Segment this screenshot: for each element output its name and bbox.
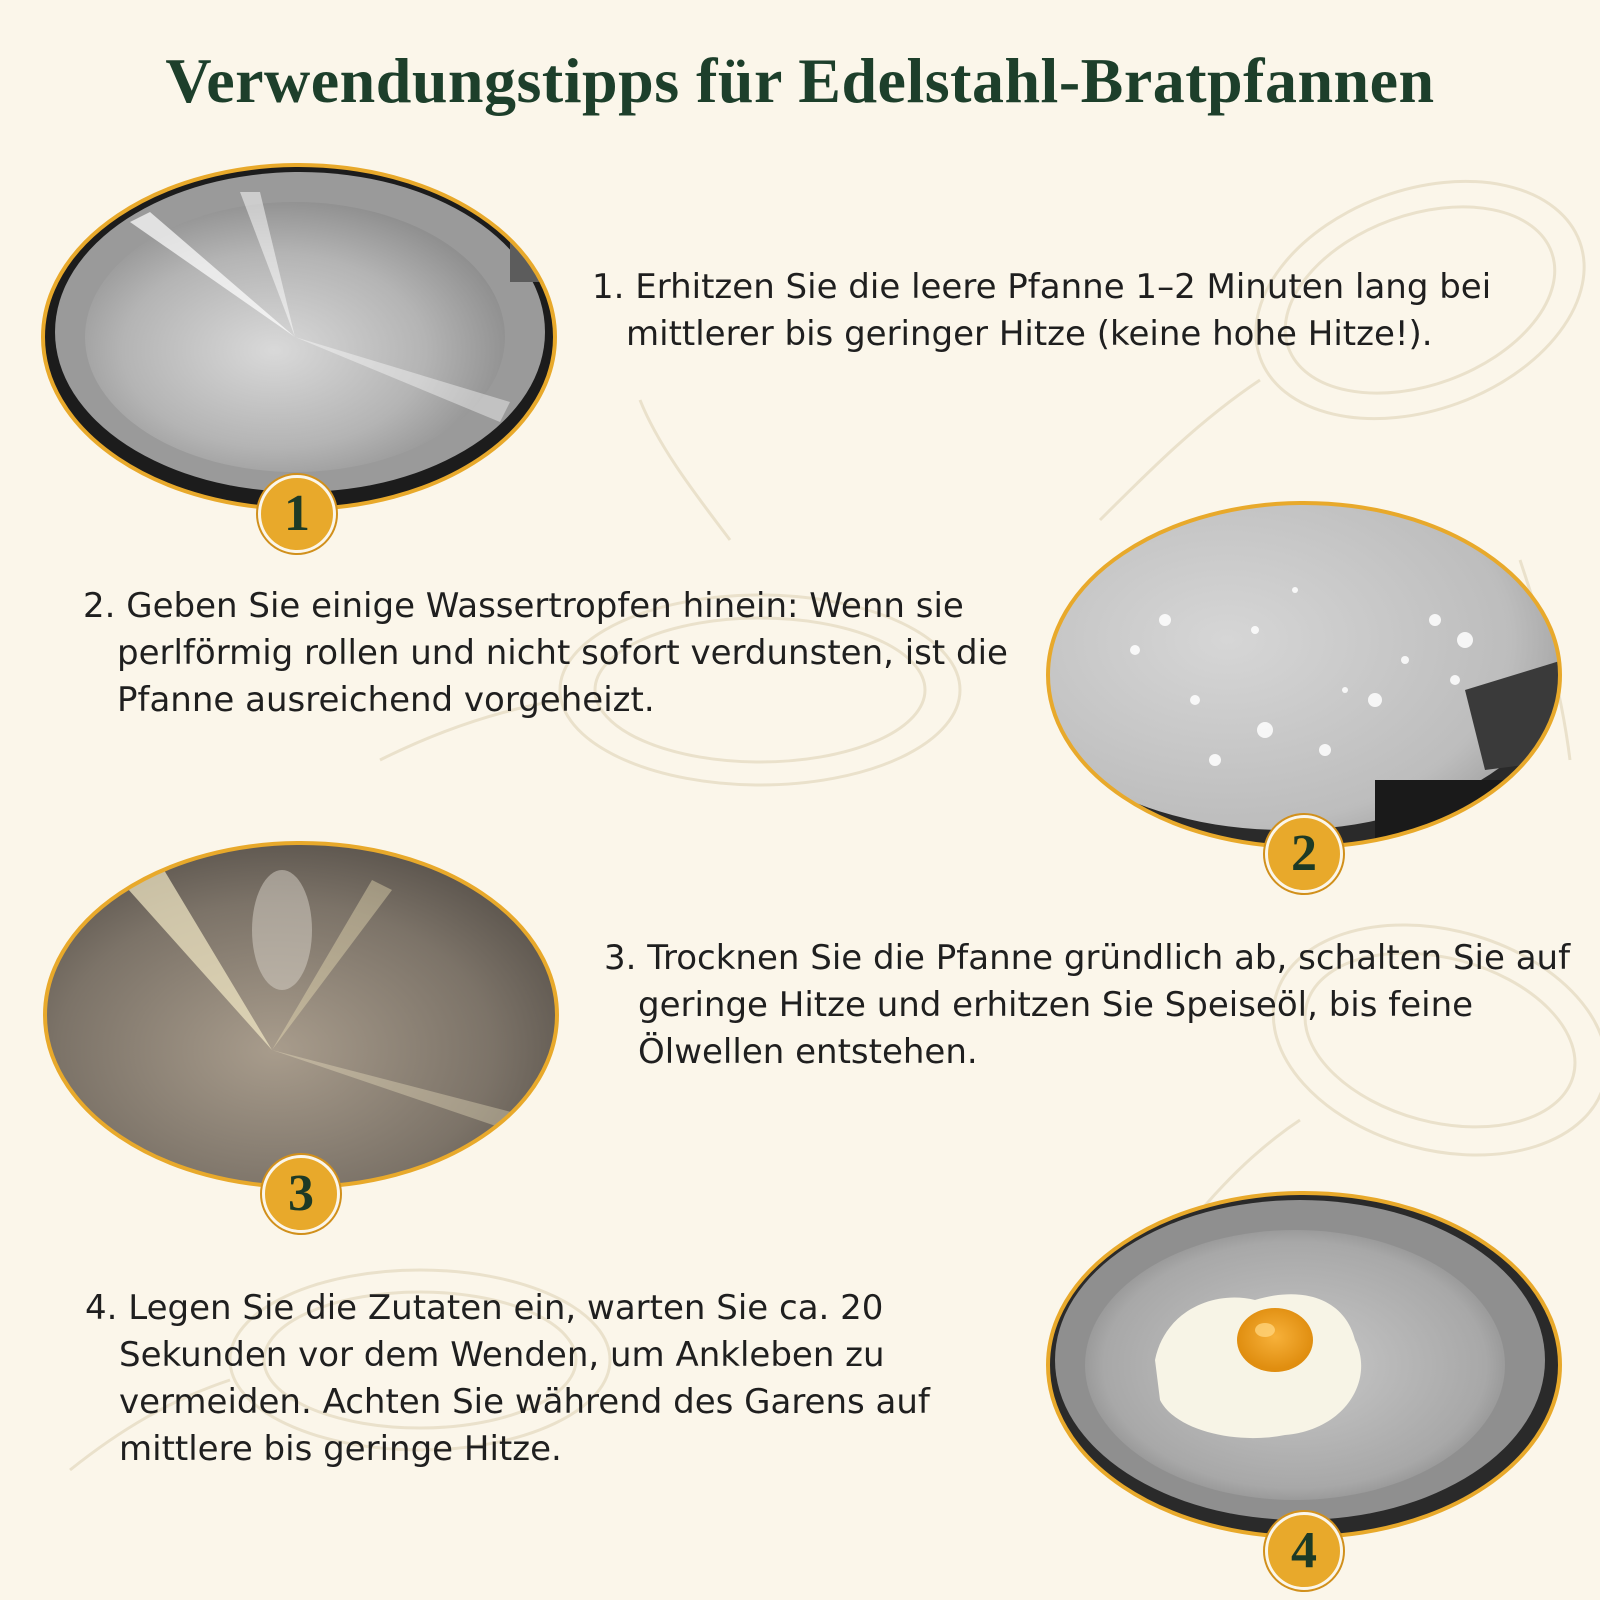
step-2-text: 2. Geben Sie einige Wassertropfen hinein: Wenn sie perlförmig rollen und nicht sofort verdunsten, ist die Pfanne ausreichend vorgeheizt. — [83, 586, 1008, 720]
step-3-text: 3. Trocknen Sie die Pfanne gründlich ab, schalten Sie auf geringe Hitze und erhitzen Sie Speiseöl, bis feine Ölwellen entstehen. — [604, 938, 1571, 1072]
step-1-text: 1. Erhitzen Sie die leere Pfanne 1–2 Minuten lang bei mittlerer bis geringer Hitze (keine hohe Hitze!). — [592, 267, 1492, 354]
step-badge-4: 4 — [1265, 1512, 1343, 1590]
oil-pan-photo — [42, 840, 560, 1190]
step-badge-2: 2 — [1265, 815, 1343, 893]
fried-egg-pan-photo — [1045, 1190, 1563, 1540]
water-drops-pan-photo — [1045, 500, 1563, 850]
page-title: Verwendungstipps für Edelstahl-Bratpfannen — [165, 45, 1435, 116]
step-badge-1: 1 — [258, 475, 336, 553]
step-badge-3: 3 — [262, 1155, 340, 1233]
empty-pan-photo — [40, 162, 558, 512]
step-4-text: 4. Legen Sie die Zutaten ein, warten Sie ca. 20 Sekunden vor dem Wenden, um Ankleben zu vermeiden. Achten Sie während des Garens auf mittlere bis geringe Hitze. — [85, 1288, 930, 1469]
